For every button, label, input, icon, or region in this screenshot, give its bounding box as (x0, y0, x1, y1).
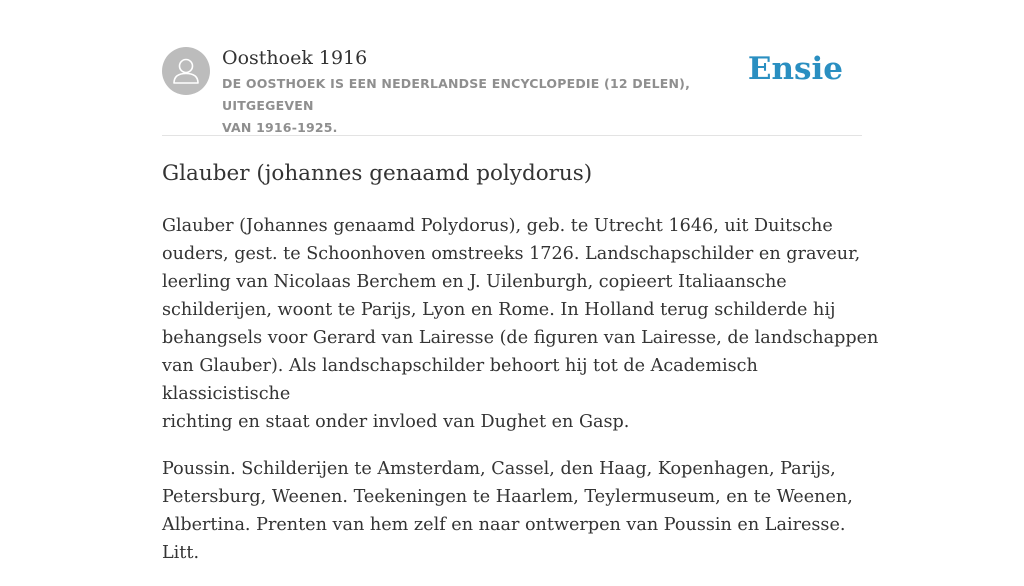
article-paragraph: Poussin. Schilderijen te Amsterdam, Cassel, den Haag, Kopenhagen, Parijs, Petersburg, Weenen. Teekeningen te Haarlem, Teylermuseum, en te Weenen, Albertina. Prenten van hem zelf en naar ontwerpen van Poussin en Lairesse. Litt. (162, 459, 853, 563)
source-description: DE OOSTHOEK IS EEN NEDERLANDSE ENCYCLOPEDIE (12 DELEN), UITGEGEVEN VAN 1916-1925. (222, 76, 691, 135)
user-avatar-icon[interactable] (162, 47, 210, 95)
article-title: Glauber (johannes genaamd polydorus) (162, 161, 593, 186)
source-header (162, 46, 862, 135)
article-body (162, 212, 882, 586)
brand-logo[interactable]: Ensie (747, 51, 843, 87)
user-silhouette-icon (162, 47, 210, 95)
source-title[interactable]: Oosthoek 1916 (222, 47, 368, 69)
header-divider (162, 135, 862, 136)
article-paragraph: Glauber (Johannes genaamd Polydorus), geb. te Utrecht 1646, uit Duitsche ouders, gest. te Schoonhoven omstreeks 1726. Landschapschilder en graveur, leerling van Nicolaas Berchem en J. Uilenburgh, copieert Italiaansche schilderijen, woont te Parijs, Lyon en Rome. In Holland terug schilderde hij behangsels voor Gerard van Lairesse (de figuren van Lairesse, de landschappen van Glauber). Als landschapschilder behoort hij tot de Academisch klassicistische richting en staat onder invloed van Dughet en Gasp. (162, 216, 879, 432)
